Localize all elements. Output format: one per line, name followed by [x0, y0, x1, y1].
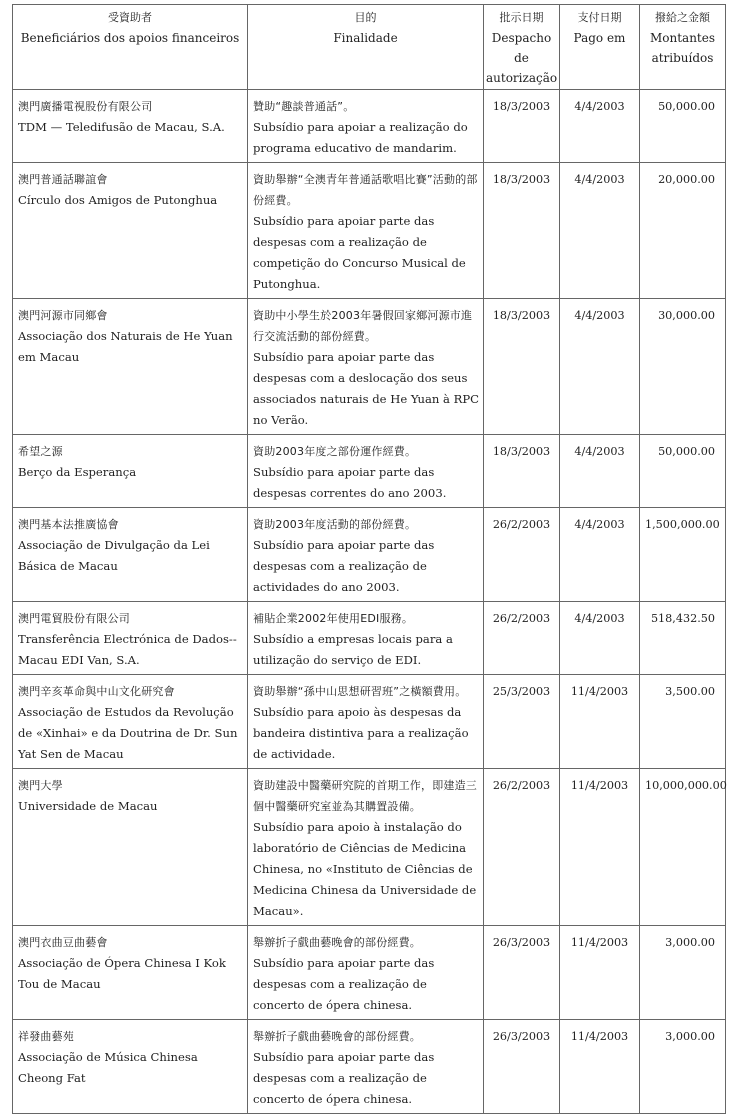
beneficiary-zh: 澳門河源市同鄉會 — [18, 309, 108, 322]
purpose-cell — [248, 90, 484, 163]
purpose-pt: Subsídio a empresas locais para a utilização do serviço de EDI. — [253, 632, 453, 667]
authorization-date: 26/2/2003 — [484, 508, 560, 602]
beneficiary-cell — [13, 299, 248, 435]
purpose-zh: 資助舉辦“全澳青年普通話歌唱比賽”活動的部份經費。 — [253, 173, 478, 207]
table-row — [13, 435, 726, 508]
table-row — [13, 602, 726, 675]
purpose-cell — [248, 435, 484, 508]
table-row — [13, 926, 726, 1020]
beneficiary-cell — [13, 435, 248, 508]
authorization-date: 18/3/2003 — [484, 435, 560, 508]
header-authorization-pt: Despacho de autorização — [486, 31, 558, 85]
purpose-pt: Subsídio para apoiar parte das despesas com a realização de concerto de ópera chinesa. — [253, 956, 435, 1012]
header-amount-zh: 撥給之金額 — [655, 11, 710, 24]
purpose-zh: 資助2003年度活動的部份經費。 — [253, 518, 417, 531]
purpose-pt: Subsídio para apoio à instalação do laboratório de Ciências de Medicina Chinesa, no «Instituto de Ciências de Medicina Chinesa da Universidade de Macau». — [253, 820, 477, 918]
header-authorization-zh: 批示日期 — [499, 11, 544, 24]
amount: 3,000.00 — [640, 926, 726, 1020]
authorization-date: 25/3/2003 — [484, 675, 560, 769]
amount: 518,432.50 — [640, 602, 726, 675]
payment-date: 11/4/2003 — [560, 675, 640, 769]
header-paid-zh: 支付日期 — [577, 11, 622, 24]
beneficiary-pt: Berço da Esperança — [18, 465, 137, 479]
purpose-cell — [248, 602, 484, 675]
header-paid-pt: Pago em — [573, 31, 626, 45]
purpose-zh: 資助建設中醫藥研究院的首期工作，即建造三個中醫藥研究室並為其購置設備。 — [253, 779, 477, 813]
table-row — [13, 299, 726, 435]
payment-date: 11/4/2003 — [560, 926, 640, 1020]
purpose-pt: Subsídio para apoiar parte das despesas com a realização de concerto de ópera chinesa. — [253, 1050, 435, 1106]
purpose-cell — [248, 769, 484, 926]
purpose-cell — [248, 675, 484, 769]
beneficiary-zh: 澳門普通話聯誼會 — [18, 173, 108, 186]
authorization-date: 18/3/2003 — [484, 163, 560, 299]
payment-date: 4/4/2003 — [560, 90, 640, 163]
payment-date: 4/4/2003 — [560, 299, 640, 435]
purpose-cell — [248, 508, 484, 602]
purpose-zh: 資助中小學生於2003年暑假回家鄉河源市進行交流活動的部份經費。 — [253, 309, 473, 343]
beneficiary-zh: 澳門辛亥革命與中山文化研究會 — [18, 685, 175, 698]
beneficiary-cell — [13, 602, 248, 675]
beneficiary-cell — [13, 90, 248, 163]
header-purpose-zh: 目的 — [354, 11, 377, 24]
beneficiary-zh: 澳門廣播電視股份有限公司 — [18, 100, 153, 113]
header-beneficiary-zh: 受資助者 — [108, 11, 152, 24]
payment-date: 11/4/2003 — [560, 769, 640, 926]
beneficiary-cell — [13, 508, 248, 602]
payment-date: 4/4/2003 — [560, 435, 640, 508]
payment-date: 11/4/2003 — [560, 1020, 640, 1114]
purpose-zh: 舉辦折子戲曲藝晚會的部份經費。 — [253, 1030, 421, 1043]
authorization-date: 26/2/2003 — [484, 602, 560, 675]
amount: 1,500,000.00 — [640, 508, 726, 602]
subsidy-table — [12, 4, 726, 1114]
beneficiary-zh: 祥發曲藝苑 — [18, 1030, 74, 1043]
beneficiary-pt: Associação de Divulgação da Lei Básica de Macau — [18, 538, 210, 573]
table-row — [13, 1020, 726, 1114]
amount: 50,000.00 — [640, 90, 726, 163]
purpose-cell — [248, 926, 484, 1020]
amount: 30,000.00 — [640, 299, 726, 435]
purpose-pt: Subsídio para apoiar parte das despesas com a deslocação dos seus associados naturais de He Yuan à RPC no Verão. — [253, 350, 480, 427]
purpose-cell — [248, 299, 484, 435]
beneficiary-pt: TDM — Teledifusão de Macau, S.A. — [18, 120, 225, 134]
table-body — [13, 90, 726, 1114]
table-row — [13, 769, 726, 926]
beneficiary-cell — [13, 1020, 248, 1114]
authorization-date: 26/3/2003 — [484, 1020, 560, 1114]
purpose-zh: 舉辦折子戲曲藝晚會的部份經費。 — [253, 936, 421, 949]
beneficiary-zh: 澳門衣曲豆曲藝會 — [18, 936, 108, 949]
header-purpose-pt: Finalidade — [333, 31, 398, 45]
purpose-pt: Subsídio para apoiar a realização do programa educativo de mandarim. — [253, 120, 468, 155]
amount: 10,000,000.00 — [640, 769, 726, 926]
authorization-date: 26/2/2003 — [484, 769, 560, 926]
purpose-pt: Subsídio para apoio às despesas da bandeira distintiva para a realização de actividade. — [253, 705, 469, 761]
header-beneficiary-pt: Beneficiários dos apoios financeiros — [20, 31, 240, 45]
beneficiary-zh: 希望之源 — [18, 445, 63, 458]
table-row — [13, 163, 726, 299]
header-paid — [560, 5, 640, 90]
purpose-zh: 資助2003年度之部份運作經費。 — [253, 445, 417, 458]
amount: 50,000.00 — [640, 435, 726, 508]
purpose-pt: Subsídio para apoiar parte das despesas correntes do ano 2003. — [253, 465, 447, 500]
beneficiary-pt: Universidade de Macau — [18, 799, 158, 813]
beneficiary-zh: 澳門基本法推廣協會 — [18, 518, 119, 531]
beneficiary-zh: 澳門電貿股份有限公司 — [18, 612, 130, 625]
table-row — [13, 675, 726, 769]
purpose-zh: 資助舉辦“孫中山思想研習班”之橫額費用。 — [253, 685, 467, 698]
purpose-pt: Subsídio para apoiar parte das despesas com a realização de competição do Concurso Musical de Putonghua. — [253, 214, 466, 291]
authorization-date: 18/3/2003 — [484, 299, 560, 435]
purpose-zh: 補貼企業2002年使用EDI服務。 — [253, 612, 414, 625]
header-beneficiary — [13, 5, 248, 90]
beneficiary-cell — [13, 926, 248, 1020]
payment-date: 4/4/2003 — [560, 508, 640, 602]
amount: 3,500.00 — [640, 675, 726, 769]
header-authorization — [484, 5, 560, 90]
beneficiary-zh: 澳門大學 — [18, 779, 63, 792]
amount: 3,000.00 — [640, 1020, 726, 1114]
table-row — [13, 508, 726, 602]
beneficiary-pt: Associação de Música Chinesa Cheong Fat — [18, 1050, 198, 1085]
purpose-cell — [248, 1020, 484, 1114]
purpose-cell — [248, 163, 484, 299]
beneficiary-pt: Associação dos Naturais de He Yuan em Macau — [18, 329, 233, 364]
beneficiary-pt: Associação de Estudos da Revolução de «Xinhai» e da Doutrina de Dr. Sun Yat Sen de Macau — [18, 705, 238, 761]
table-header — [13, 5, 726, 90]
authorization-date: 26/3/2003 — [484, 926, 560, 1020]
amount: 20,000.00 — [640, 163, 726, 299]
header-purpose — [248, 5, 484, 90]
purpose-pt: Subsídio para apoiar parte das despesas com a realização de actividades do ano 2003. — [253, 538, 435, 594]
beneficiary-pt: Transferência Electrónica de Dados--Macau EDI Van, S.A. — [18, 632, 237, 667]
beneficiary-pt: Associação de Ópera Chinesa I Kok Tou de Macau — [18, 956, 226, 991]
header-amount-pt: Montantes atribuídos — [649, 31, 716, 65]
beneficiary-pt: Círculo dos Amigos de Putonghua — [18, 193, 218, 207]
header-amount — [640, 5, 726, 90]
beneficiary-cell — [13, 163, 248, 299]
beneficiary-cell — [13, 675, 248, 769]
table-row — [13, 90, 726, 163]
authorization-date: 18/3/2003 — [484, 90, 560, 163]
beneficiary-cell — [13, 769, 248, 926]
payment-date: 4/4/2003 — [560, 163, 640, 299]
payment-date: 4/4/2003 — [560, 602, 640, 675]
purpose-zh: 贊助“趣談普通話”。 — [253, 100, 355, 113]
